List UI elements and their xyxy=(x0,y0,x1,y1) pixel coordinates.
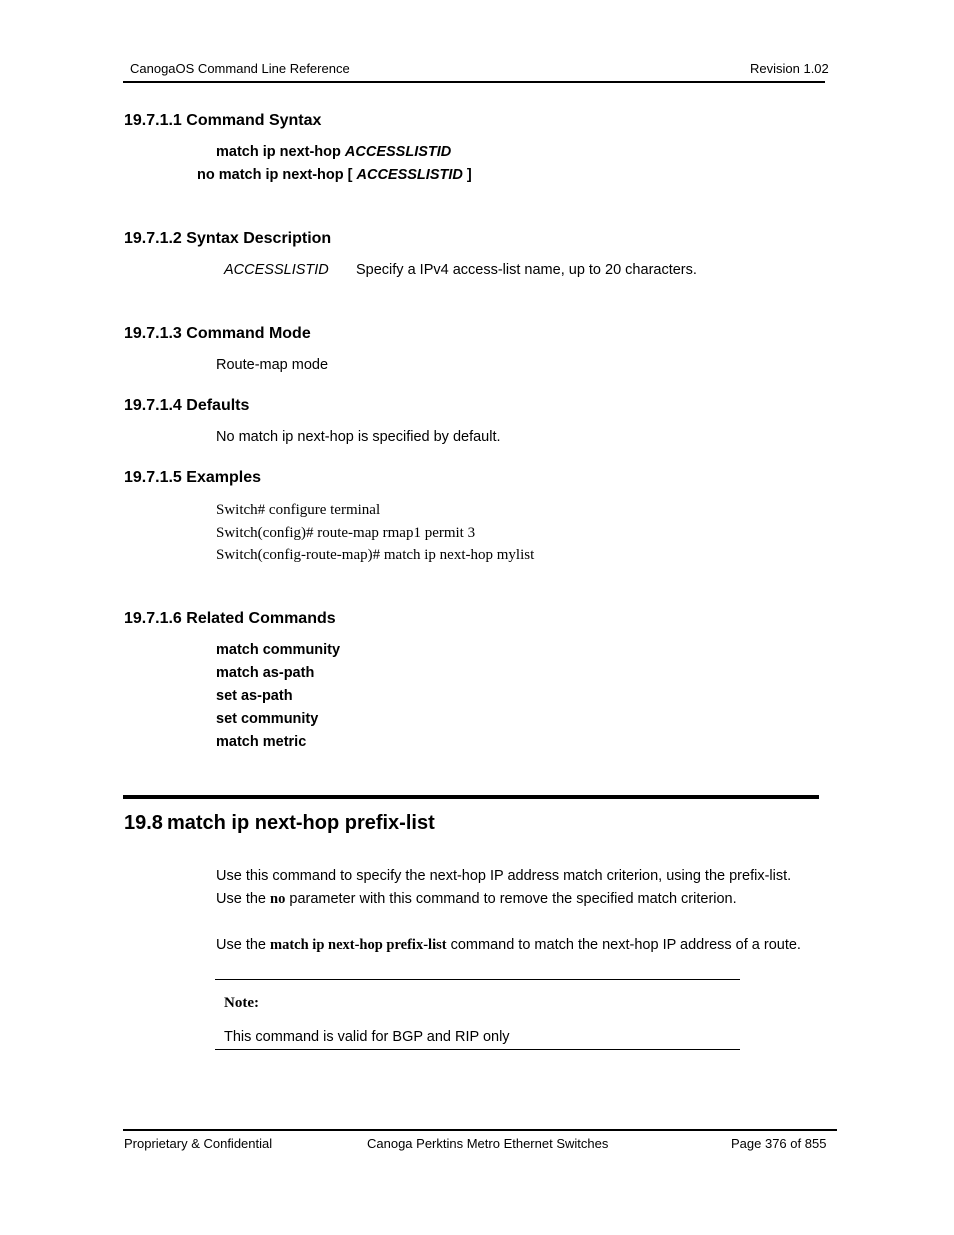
header-title: CanogaOS Command Line Reference xyxy=(130,61,350,76)
defaults-text: No match ip next-hop is specified by default. xyxy=(216,429,501,445)
header-revision: Revision 1.02 xyxy=(750,61,829,76)
chapter-para-1-line-1: Use this command to specify the next-hop IP address match criterion, using the prefix-list. xyxy=(216,868,792,884)
command-keyword: match ip next-hop prefix-list xyxy=(270,937,447,953)
chapter-title: match ip next-hop prefix-list xyxy=(166,812,435,834)
syntax-line-1 xyxy=(216,144,451,160)
note-bottom-rule xyxy=(215,1049,740,1050)
param-name: ACCESSLISTID xyxy=(224,262,329,278)
heading-command-syntax: 19.7.1.1 Command Syntax xyxy=(124,112,322,129)
related-command-item: match metric xyxy=(216,734,307,750)
example-line: Switch(config)# route-map rmap1 permit 3 xyxy=(216,524,476,541)
no-keyword: no xyxy=(270,891,286,907)
chapter-para-1-line-2 xyxy=(216,891,737,908)
heading-examples: 19.7.1.5 Examples xyxy=(124,469,261,486)
note-top-rule xyxy=(215,979,740,980)
para-text: Use the xyxy=(216,891,266,907)
related-command-item: match as-path xyxy=(216,665,315,681)
heading-syntax-description: 19.7.1.2 Syntax Description xyxy=(124,230,332,247)
para-text: parameter with this command to remove the specified match criterion. xyxy=(289,891,737,907)
syntax-line-1-command: match ip next-hop xyxy=(216,144,341,160)
footer-page-number: Page 376 of 855 xyxy=(731,1136,827,1151)
example-line: Switch(config-route-map)# match ip next-hop mylist xyxy=(216,547,535,563)
heading-defaults: 19.7.1.4 Defaults xyxy=(124,397,250,414)
related-command-item: set community xyxy=(216,711,319,727)
syntax-line-2-argument: ACCESSLISTID xyxy=(356,167,463,183)
chapter-number: 19.8 xyxy=(124,812,163,834)
related-commands-list xyxy=(216,639,340,754)
footer-rule xyxy=(123,1129,837,1131)
note-label: Note: xyxy=(224,995,259,1011)
para-text: command to match the next-hop IP address of a route. xyxy=(450,937,801,953)
note-text: This command is valid for BGP and RIP only xyxy=(224,1029,510,1045)
footer-left: Proprietary & Confidential xyxy=(124,1136,273,1151)
heading-related-commands: 19.7.1.6 Related Commands xyxy=(124,610,336,627)
header-rule xyxy=(123,81,825,83)
chapter-heading xyxy=(124,812,435,835)
para-text: Use the xyxy=(216,937,266,953)
syntax-line-2 xyxy=(197,167,472,183)
command-mode-text: Route-map mode xyxy=(216,357,329,373)
related-command-item: set as-path xyxy=(216,688,293,704)
chapter-para-2 xyxy=(216,937,801,954)
syntax-line-1-argument: ACCESSLISTID xyxy=(344,144,452,160)
param-description: Specify a IPv4 access-list name, up to 20 characters. xyxy=(356,262,697,278)
examples-block xyxy=(216,499,534,567)
chapter-rule xyxy=(123,795,819,799)
syntax-line-2-command: no match ip next-hop [ xyxy=(197,167,353,183)
syntax-line-2-bracket: ] xyxy=(466,167,472,183)
heading-command-mode: 19.7.1.3 Command Mode xyxy=(124,325,311,342)
example-line: Switch# configure terminal xyxy=(216,502,381,518)
footer-center: Canoga Perktins Metro Ethernet Switches xyxy=(367,1136,609,1151)
related-command-item: match community xyxy=(216,642,341,658)
